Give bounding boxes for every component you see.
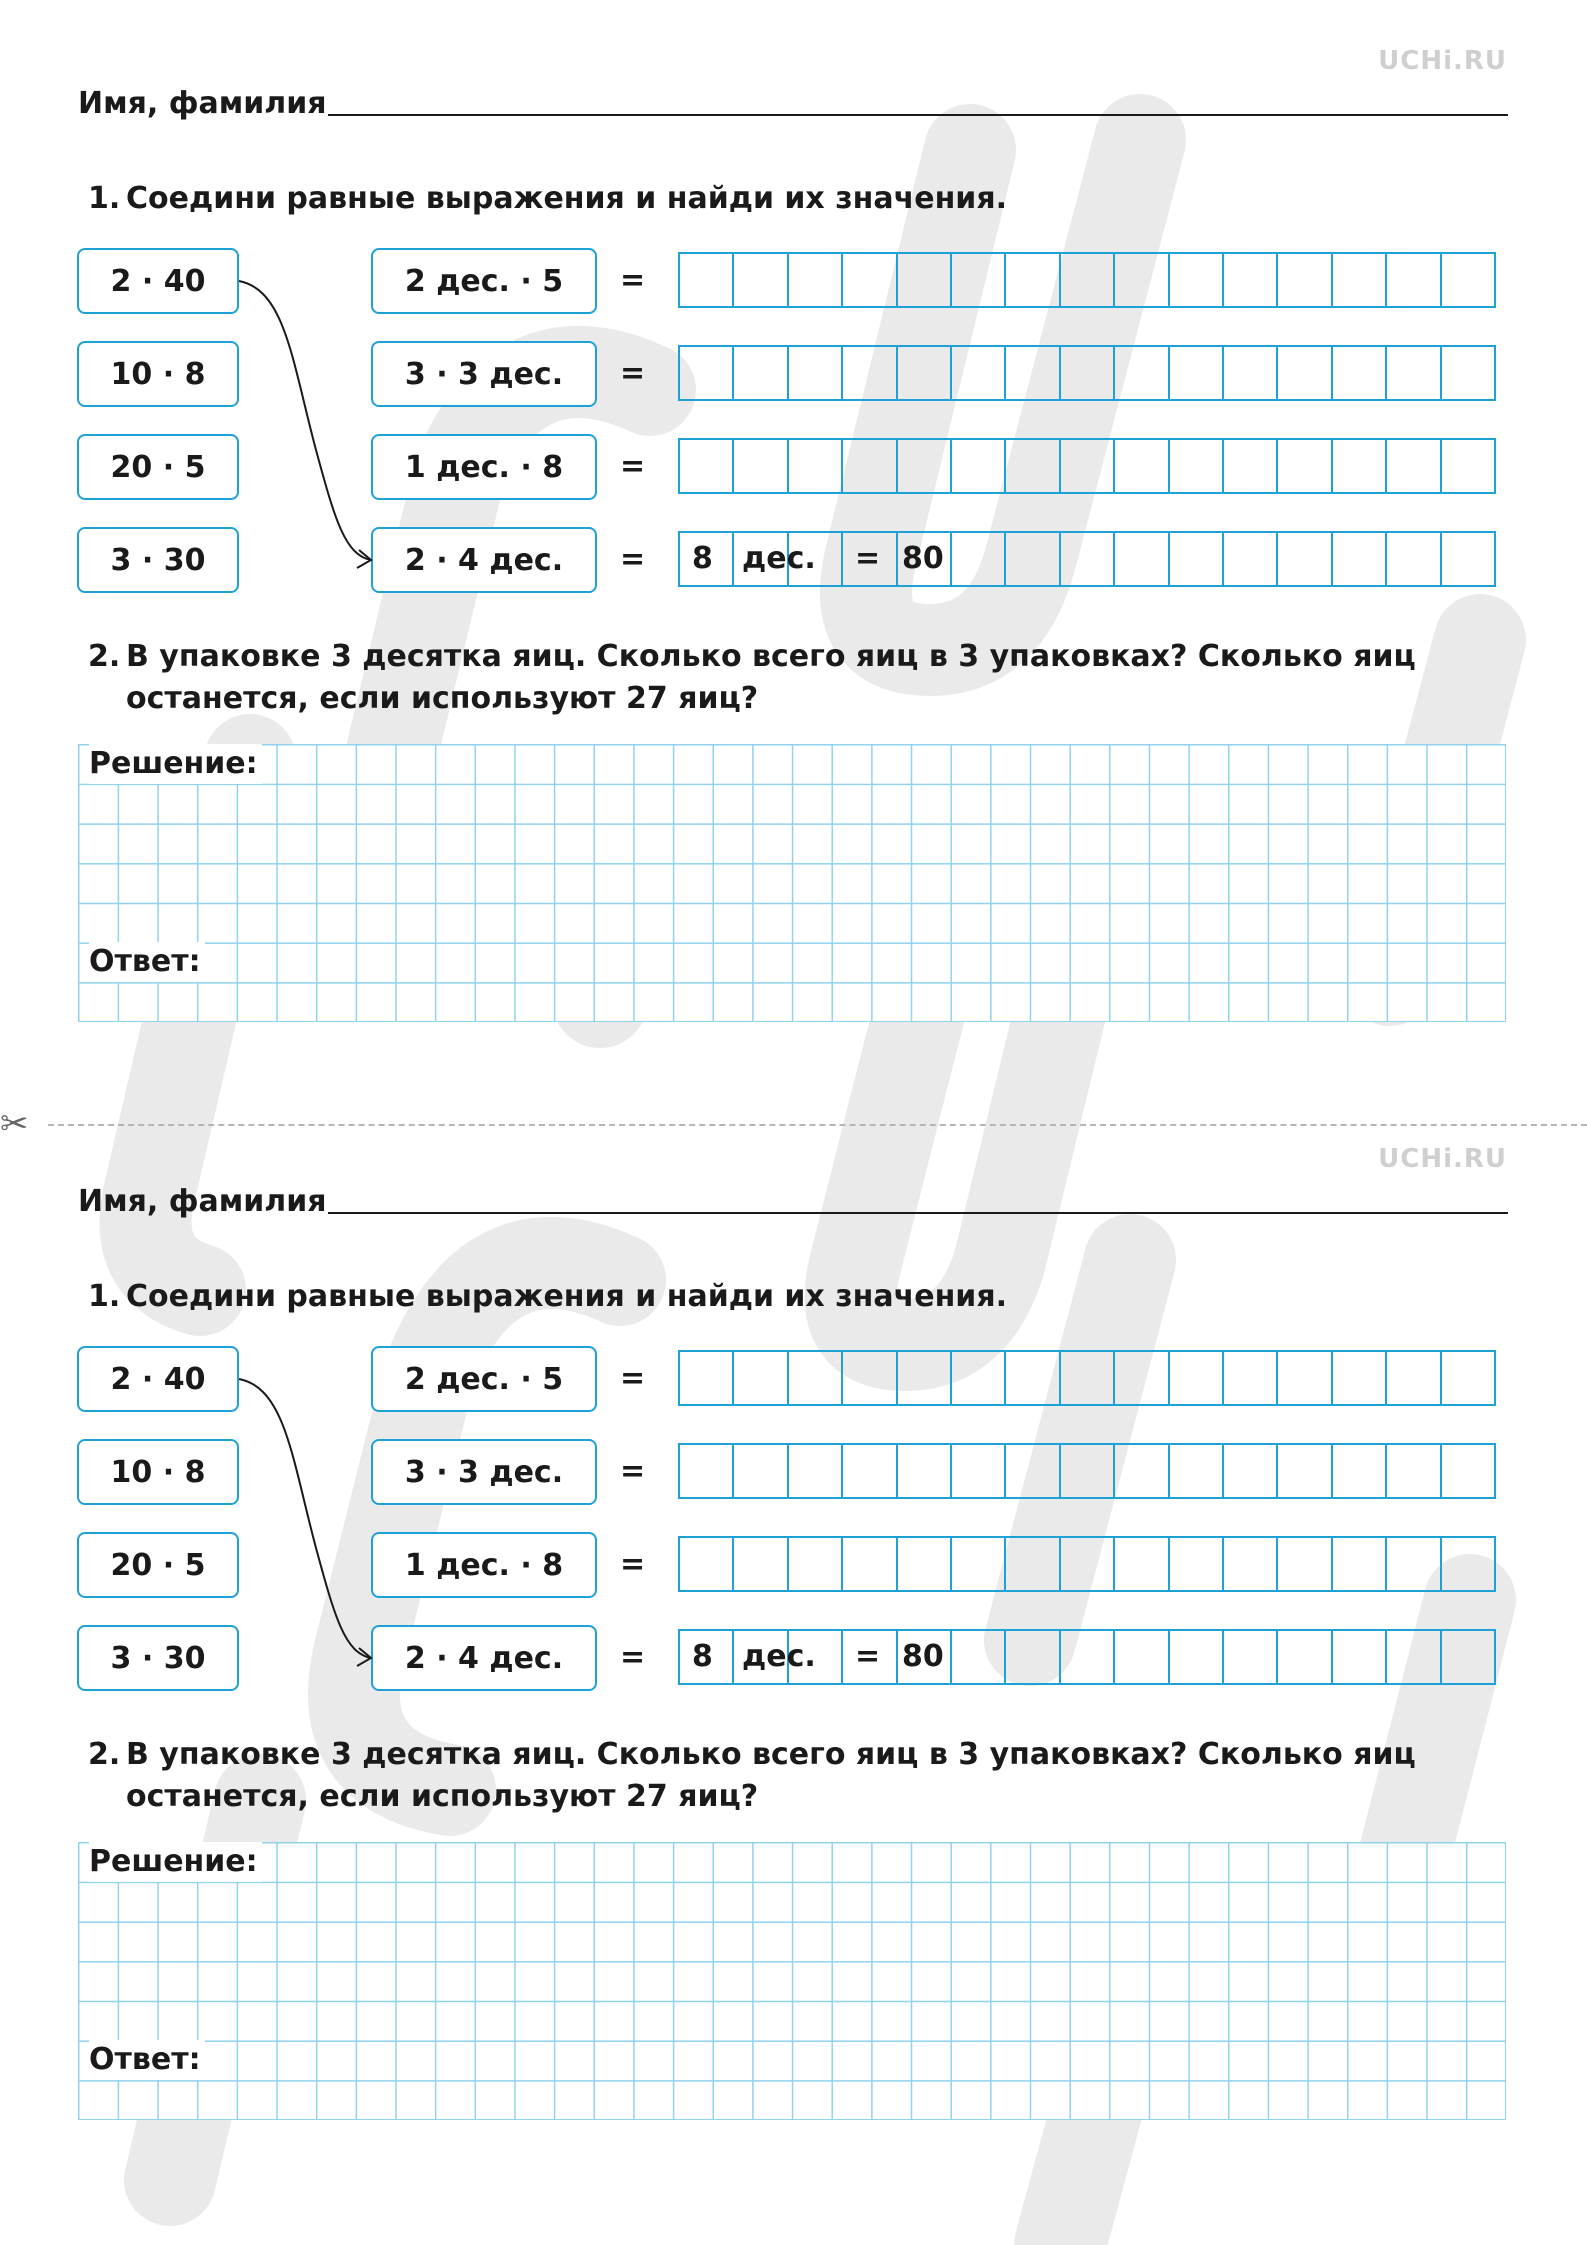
answer-cell[interactable] [1170, 440, 1224, 492]
answer-cell[interactable] [1115, 440, 1169, 492]
answer-cell[interactable] [789, 1445, 843, 1497]
answer-cell[interactable] [1442, 1538, 1494, 1590]
answer-cell[interactable] [1442, 1445, 1494, 1497]
example-equals: = [855, 1639, 881, 1674]
equals-sign: = [620, 356, 646, 391]
answer-cell[interactable] [1006, 1352, 1060, 1404]
task2-number: 2. [88, 1737, 121, 1772]
equals-sign: = [620, 1361, 646, 1396]
equals-sign: = [620, 1454, 646, 1489]
answer-cell[interactable] [789, 1538, 843, 1590]
solution-grid[interactable] [78, 744, 1506, 1022]
answer-cell[interactable] [1387, 1538, 1441, 1590]
answer-cell[interactable] [734, 440, 788, 492]
answer-cell[interactable] [1333, 254, 1387, 306]
answer-cell[interactable] [1006, 1445, 1060, 1497]
answer-cell[interactable] [1387, 347, 1441, 399]
answer-cell[interactable] [1333, 347, 1387, 399]
answer-cells[interactable] [678, 438, 1496, 494]
answer-cell[interactable] [843, 1538, 897, 1590]
left-expression[interactable]: 20 · 5 [77, 1532, 239, 1598]
answer-cell[interactable] [1278, 1352, 1332, 1404]
answer-cells[interactable] [678, 345, 1496, 401]
right-expression[interactable]: 1 дес. · 8 [371, 434, 597, 500]
answer-cell[interactable] [1278, 1631, 1332, 1683]
answer-cell[interactable] [843, 254, 897, 306]
example-tens: 8 [692, 541, 713, 576]
answer-cell[interactable] [1278, 533, 1332, 585]
uchi-logo: UCHi.RU [1378, 1144, 1507, 1174]
answer-cell[interactable] [1170, 1631, 1224, 1683]
answer-cell[interactable] [789, 1352, 843, 1404]
answer-cell[interactable] [1061, 1538, 1115, 1590]
answer-cell[interactable] [680, 1538, 734, 1590]
task2-line1: В упаковке 3 десятка яиц. Сколько всего яиц в 3 упаковках? Сколько яиц [126, 1737, 1416, 1772]
answer-cell[interactable] [1333, 440, 1387, 492]
answer-cell[interactable] [843, 1445, 897, 1497]
scissors-icon: ✂ [0, 1104, 29, 1144]
answer-cell[interactable] [843, 347, 897, 399]
answer-cell[interactable] [843, 440, 897, 492]
answer-cell[interactable] [1333, 1352, 1387, 1404]
answer-cell[interactable] [1061, 1445, 1115, 1497]
worksheet-bottom [0, 1098, 1587, 2188]
name-label: Имя, фамилия [78, 1184, 327, 1219]
answer-cell[interactable] [1387, 1352, 1441, 1404]
answer-cell[interactable] [898, 1538, 952, 1590]
answer-cell[interactable] [734, 347, 788, 399]
example-unit: дес. [742, 541, 816, 576]
answer-cell[interactable] [1224, 1631, 1278, 1683]
task2-line2: останется, если используют 27 яиц? [126, 1779, 759, 1814]
answer-cell[interactable] [1278, 254, 1332, 306]
right-expression[interactable]: 2 дес. · 5 [371, 1346, 597, 1412]
right-expression[interactable]: 1 дес. · 8 [371, 1532, 597, 1598]
answer-cell[interactable] [1333, 533, 1387, 585]
right-expression[interactable]: 2 · 4 дес. [371, 1625, 597, 1691]
uchi-logo: UCHi.RU [1378, 46, 1507, 76]
task1-number: 1. [88, 1279, 121, 1314]
answer-cell[interactable] [1061, 1631, 1115, 1683]
answer-cell[interactable] [952, 440, 1006, 492]
answer-cell[interactable] [789, 254, 843, 306]
right-expression[interactable]: 2 дес. · 5 [371, 248, 597, 314]
answer-cell[interactable] [734, 1352, 788, 1404]
answer-cell[interactable] [1442, 347, 1494, 399]
answer-cell[interactable] [680, 440, 734, 492]
answer-cell[interactable] [898, 1445, 952, 1497]
task2-number: 2. [88, 639, 121, 674]
task1-number: 1. [88, 181, 121, 216]
answer-cell[interactable] [1333, 1631, 1387, 1683]
answer-cell[interactable] [1442, 1352, 1494, 1404]
answer-cell[interactable] [1224, 440, 1278, 492]
answer-cell[interactable] [1333, 1538, 1387, 1590]
name-row [78, 86, 1508, 126]
answer-cell[interactable] [1333, 1445, 1387, 1497]
answer-cell[interactable] [1115, 1631, 1169, 1683]
answer-cell[interactable] [1170, 1352, 1224, 1404]
answer-cell[interactable] [1061, 1352, 1115, 1404]
answer-cell[interactable] [1442, 440, 1494, 492]
example-result: 80 [902, 541, 944, 576]
answer-cell[interactable] [1278, 347, 1332, 399]
answer-cell[interactable] [1387, 533, 1441, 585]
answer-cell[interactable] [680, 254, 734, 306]
answer-cell[interactable] [1442, 1631, 1494, 1683]
answer-cell[interactable] [1061, 533, 1115, 585]
answer-cell[interactable] [1115, 347, 1169, 399]
task1-text: Соедини равные выражения и найди их значения. [126, 181, 1007, 216]
answer-cell[interactable] [1115, 1352, 1169, 1404]
solution-label: Решение: [89, 1842, 262, 1882]
answer-cell[interactable] [1224, 347, 1278, 399]
answer-cell[interactable] [952, 533, 1006, 585]
answer-cell[interactable] [1387, 254, 1441, 306]
answer-cell[interactable] [1061, 254, 1115, 306]
name-label: Имя, фамилия [78, 86, 327, 121]
task2-line1: В упаковке 3 десятка яиц. Сколько всего яиц в 3 упаковках? Сколько яиц [126, 639, 1416, 674]
solution-grid[interactable] [78, 1842, 1506, 2120]
answer-cells[interactable] [678, 1536, 1496, 1592]
answer-cell[interactable] [1170, 533, 1224, 585]
answer-cells[interactable] [678, 252, 1496, 308]
answer-cell[interactable] [1006, 1631, 1060, 1683]
answer-cell[interactable] [1006, 1538, 1060, 1590]
answer-cell[interactable] [1006, 533, 1060, 585]
answer-cell[interactable] [952, 1538, 1006, 1590]
equals-sign: = [620, 1640, 646, 1675]
example-unit: дес. [742, 1639, 816, 1674]
answer-cell[interactable] [952, 1631, 1006, 1683]
equals-sign: = [620, 449, 646, 484]
solution-label: Решение: [89, 744, 262, 784]
example-tens: 8 [692, 1639, 713, 1674]
answer-cell[interactable] [1006, 347, 1060, 399]
answer-cell[interactable] [898, 1352, 952, 1404]
answer-cell[interactable] [1115, 254, 1169, 306]
answer-cell[interactable] [789, 347, 843, 399]
answer-cell[interactable] [843, 1352, 897, 1404]
task2-line2: останется, если используют 27 яиц? [126, 681, 759, 716]
equals-sign: = [620, 263, 646, 298]
worksheet-top [0, 0, 1587, 1090]
right-expression[interactable]: 3 · 3 дес. [371, 1439, 597, 1505]
answer-cell[interactable] [952, 254, 1006, 306]
left-expression[interactable]: 10 · 8 [77, 341, 239, 407]
answer-cell[interactable] [898, 440, 952, 492]
left-expression[interactable]: 2 · 40 [77, 1346, 239, 1412]
answer-cell[interactable] [1278, 440, 1332, 492]
answer-cell[interactable] [1115, 1445, 1169, 1497]
answer-cell[interactable] [1224, 1352, 1278, 1404]
left-expression[interactable]: 10 · 8 [77, 1439, 239, 1505]
answer-cell[interactable] [1061, 440, 1115, 492]
answer-cell[interactable] [1278, 1445, 1332, 1497]
answer-cell[interactable] [680, 1445, 734, 1497]
answer-cell[interactable] [734, 1445, 788, 1497]
name-input-line[interactable] [328, 1212, 1508, 1214]
answer-cells[interactable] [678, 1350, 1496, 1406]
answer-cell[interactable] [1387, 1445, 1441, 1497]
answer-cell[interactable] [1170, 1538, 1224, 1590]
name-input-line[interactable] [328, 114, 1508, 116]
answer-cell[interactable] [952, 347, 1006, 399]
answer-label: Ответ: [89, 2040, 205, 2080]
answer-cell[interactable] [898, 347, 952, 399]
name-row [78, 1184, 1508, 1224]
answer-cell[interactable] [1115, 533, 1169, 585]
right-expression[interactable]: 2 · 4 дес. [371, 527, 597, 593]
answer-cell[interactable] [680, 1352, 734, 1404]
answer-cell[interactable] [680, 347, 734, 399]
answer-cell[interactable] [1224, 533, 1278, 585]
answer-cell[interactable] [1170, 347, 1224, 399]
example-result: 80 [902, 1639, 944, 1674]
answer-cell[interactable] [789, 440, 843, 492]
answer-cell[interactable] [734, 254, 788, 306]
answer-cell[interactable] [734, 1538, 788, 1590]
answer-label: Ответ: [89, 942, 205, 982]
answer-cell[interactable] [1224, 1538, 1278, 1590]
task1-text: Соедини равные выражения и найди их значения. [126, 1279, 1007, 1314]
answer-cell[interactable] [1442, 533, 1494, 585]
left-expression[interactable]: 3 · 30 [77, 527, 239, 593]
equals-sign: = [620, 542, 646, 577]
answer-cell[interactable] [1278, 1538, 1332, 1590]
answer-cell[interactable] [898, 254, 952, 306]
answer-cell[interactable] [1224, 254, 1278, 306]
answer-cell[interactable] [952, 1445, 1006, 1497]
equals-sign: = [620, 1547, 646, 1582]
left-expression[interactable]: 20 · 5 [77, 434, 239, 500]
answer-cells[interactable] [678, 1443, 1496, 1499]
left-expression[interactable]: 2 · 40 [77, 248, 239, 314]
answer-cell[interactable] [1061, 347, 1115, 399]
answer-cell[interactable] [1006, 254, 1060, 306]
example-equals: = [855, 541, 881, 576]
answer-cell[interactable] [1387, 440, 1441, 492]
answer-cell[interactable] [1224, 1445, 1278, 1497]
answer-cell[interactable] [1170, 254, 1224, 306]
answer-cell[interactable] [1442, 254, 1494, 306]
answer-cell[interactable] [1387, 1631, 1441, 1683]
answer-cell[interactable] [1006, 440, 1060, 492]
answer-cell[interactable] [1115, 1538, 1169, 1590]
right-expression[interactable]: 3 · 3 дес. [371, 341, 597, 407]
left-expression[interactable]: 3 · 30 [77, 1625, 239, 1691]
answer-cell[interactable] [952, 1352, 1006, 1404]
answer-cell[interactable] [1170, 1445, 1224, 1497]
